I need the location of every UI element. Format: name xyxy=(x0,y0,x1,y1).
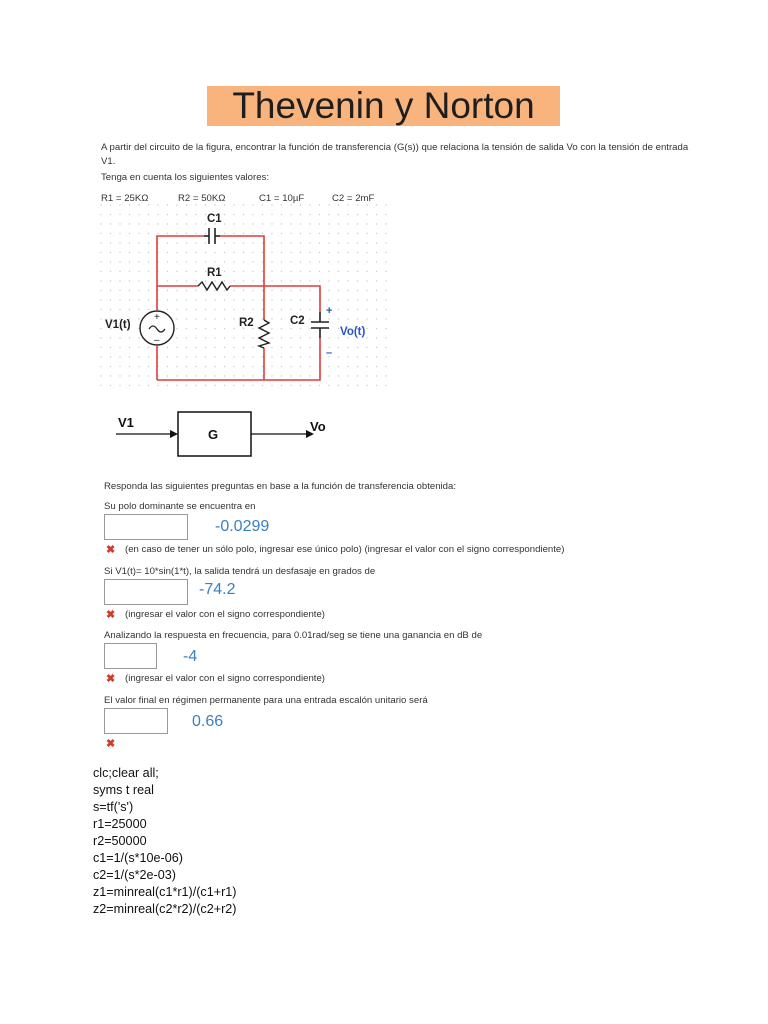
value-r2: R2 = 50KΩ xyxy=(178,193,226,204)
wrong-icon: ✖ xyxy=(106,673,116,685)
block-diagram xyxy=(112,404,342,460)
output-plus: + xyxy=(326,305,333,317)
question-4-input[interactable] xyxy=(104,708,168,734)
question-4-answer: 0.66 xyxy=(192,713,224,730)
wrong-icon: ✖ xyxy=(106,609,116,621)
question-2-prompt: Si V1(t)= 10*sin(1*t), la salida tendrá un desfasaje en grados de xyxy=(104,566,376,577)
questions-heading: Responda las siguientes preguntas en base a la función de transferencia obtenida: xyxy=(104,481,457,492)
label-c1: C1 xyxy=(207,213,222,225)
value-c2: C2 = 2mF xyxy=(332,193,375,204)
code-line: syms t real xyxy=(93,783,154,797)
block-output-label: Vo xyxy=(310,419,326,434)
block-input-label: V1 xyxy=(118,415,134,430)
values-heading: Tenga en cuenta los siguientes valores: xyxy=(101,172,269,183)
question-2-feedback: (ingresar el valor con el signo correspondiente) xyxy=(125,609,325,620)
circuit-diagram xyxy=(100,204,392,394)
code-line: r2=50000 xyxy=(93,834,147,848)
value-c1: C1 = 10µF xyxy=(259,193,305,204)
question-1-feedback: (en caso de tener un sólo polo, ingresar ese único polo) (ingresar el valor con el signo correspondiente) xyxy=(125,544,565,555)
question-3-answer: -4 xyxy=(183,648,198,665)
output-minus: – xyxy=(326,347,333,359)
code-line: c1=1/(s*10e-06) xyxy=(93,851,183,865)
source-minus: – xyxy=(154,335,160,346)
code-line: s=tf('s') xyxy=(93,800,134,814)
question-1-answer: -0.0299 xyxy=(215,518,270,535)
label-v1: V1(t) xyxy=(105,319,131,331)
label-c2: C2 xyxy=(290,315,305,327)
intro-line-2: V1. xyxy=(101,156,116,167)
question-1-input[interactable] xyxy=(104,514,188,540)
question-3-feedback: (ingresar el valor con el signo correspondiente) xyxy=(125,673,325,684)
wrong-icon: ✖ xyxy=(106,738,116,750)
question-2-input[interactable] xyxy=(104,579,188,605)
question-2-answer: -74.2 xyxy=(199,581,236,598)
wrong-icon: ✖ xyxy=(106,544,116,556)
code-line: z2=minreal(c2*r2)/(c2+r2) xyxy=(93,902,237,916)
intro-line-1: A partir del circuito de la figura, encontrar la función de transferencia (G(s)) que relaciona la tensión de salida Vo con la tensión de entrada xyxy=(101,142,689,153)
question-1-prompt: Su polo dominante se encuentra en xyxy=(104,501,256,512)
code-line: c2=1/(s*2e-03) xyxy=(93,868,176,882)
code-line: z1=minreal(c1*r1)/(c1+r1) xyxy=(93,885,237,899)
page-title: Thevenin y Norton xyxy=(232,85,535,126)
label-r2: R2 xyxy=(239,317,254,329)
question-3-input[interactable] xyxy=(104,643,157,669)
label-vo: Vo(t) xyxy=(340,326,366,338)
code-block xyxy=(93,765,236,918)
question-3-prompt: Analizando la respuesta en frecuencia, para 0.01rad/seg se tiene una ganancia en dB de xyxy=(104,630,483,641)
block-label: G xyxy=(208,427,219,442)
value-r1: R1 = 25KΩ xyxy=(101,193,149,204)
code-line: clc;clear all; xyxy=(93,766,159,780)
question-4-prompt: El valor final en régimen permanente para una entrada escalón unitario será xyxy=(104,695,428,706)
source-plus: + xyxy=(154,312,160,323)
code-line: r1=25000 xyxy=(93,817,147,831)
label-r1: R1 xyxy=(207,267,222,279)
